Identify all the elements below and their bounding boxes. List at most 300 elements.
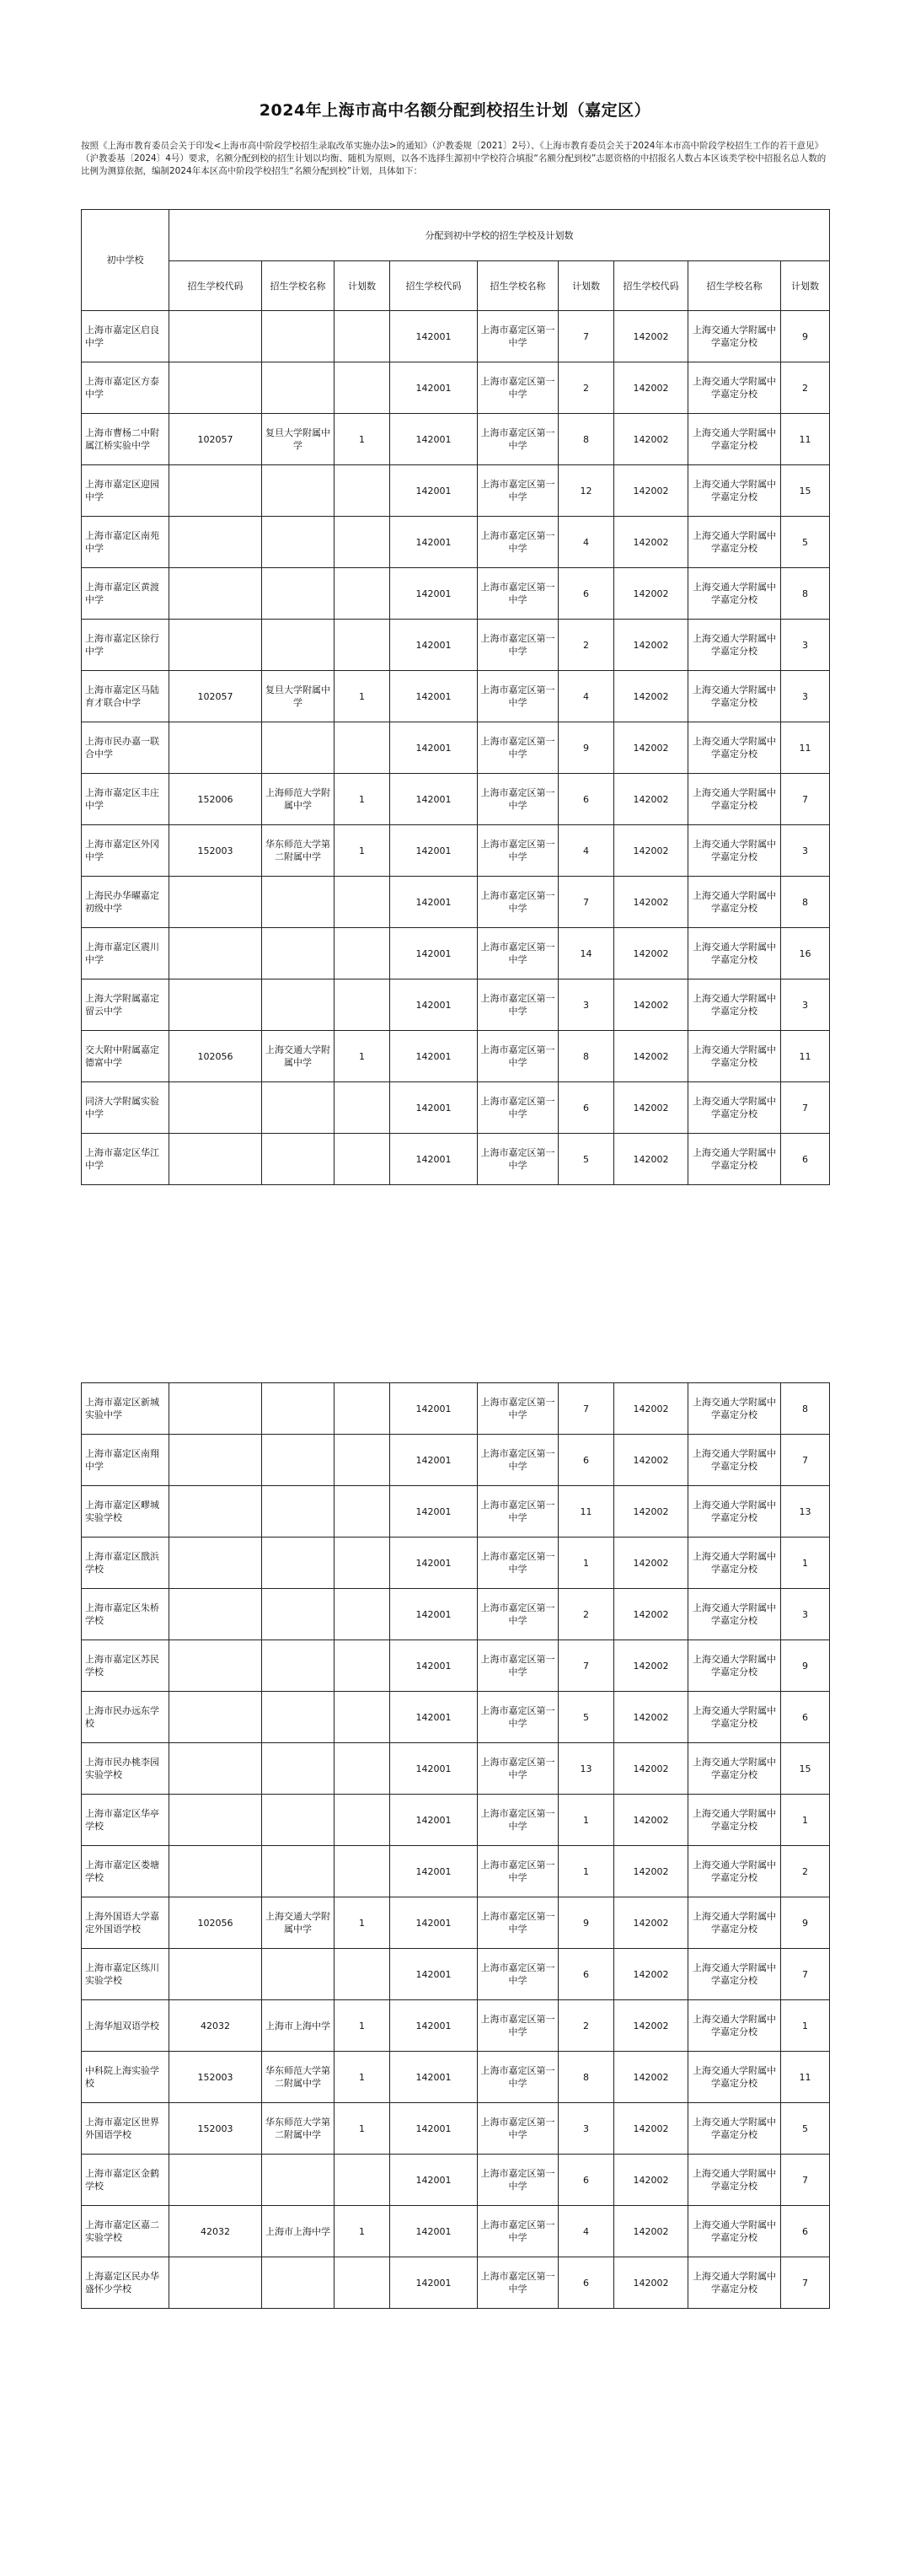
junior-school-cell: 上海市曹杨二中附属江桥实验中学	[82, 414, 169, 465]
school-name-cell: 上海市嘉定区第一中学	[478, 1486, 559, 1538]
plan-count-cell: 3	[781, 1589, 830, 1640]
table-row	[82, 1743, 830, 1795]
plan-count-cell: 7	[559, 1383, 614, 1435]
plan-count-cell: 2	[559, 2000, 614, 2052]
school-code-cell: 142002	[614, 671, 688, 722]
plan-count-cell	[335, 311, 390, 362]
school-code-cell: 142001	[390, 1949, 478, 2000]
junior-school-cell: 同济大学附属实验中学	[82, 1082, 169, 1134]
junior-school-cell: 上海市嘉定区朱桥学校	[82, 1589, 169, 1640]
table-row	[82, 1692, 830, 1743]
school-name-cell: 上海市嘉定区第一中学	[478, 928, 559, 979]
school-name-cell: 上海市嘉定区第一中学	[478, 2155, 559, 2206]
school-code-cell: 142001	[390, 1486, 478, 1538]
plan-count-cell: 1	[335, 1897, 390, 1949]
school-name-cell	[262, 1589, 335, 1640]
plan-count-cell: 1	[335, 1031, 390, 1082]
plan-count-cell: 11	[559, 1486, 614, 1538]
plan-count-cell: 1	[335, 825, 390, 877]
school-name-cell: 上海市嘉定区第一中学	[478, 1897, 559, 1949]
school-name-cell: 上海交通大学附属中学嘉定分校	[688, 671, 781, 722]
junior-school-cell: 上海嘉定区民办华盛怀少学校	[82, 2257, 169, 2309]
plan-count-cell: 2	[781, 1846, 830, 1897]
plan-count-cell: 7	[559, 311, 614, 362]
school-name-cell: 上海市嘉定区第一中学	[478, 362, 559, 414]
school-code-cell: 142002	[614, 362, 688, 414]
school-code-cell: 102056	[169, 1897, 262, 1949]
school-code-cell	[169, 1949, 262, 2000]
plan-count-cell: 1	[335, 2000, 390, 2052]
junior-school-cell: 上海市嘉定区华亭学校	[82, 1795, 169, 1846]
header-code: 招生学校代码	[614, 261, 688, 311]
school-code-cell: 142001	[390, 2257, 478, 2309]
school-name-cell: 华东师范大学第二附属中学	[262, 825, 335, 877]
plan-count-cell	[335, 1743, 390, 1795]
table-row	[82, 2052, 830, 2103]
school-name-cell	[262, 311, 335, 362]
table-row	[82, 2206, 830, 2257]
school-name-cell: 上海市嘉定区第一中学	[478, 517, 559, 568]
plan-count-cell: 8	[559, 1031, 614, 1082]
school-code-cell: 142002	[614, 928, 688, 979]
school-code-cell	[169, 1486, 262, 1538]
school-name-cell	[262, 1134, 335, 1185]
school-code-cell: 142002	[614, 1743, 688, 1795]
plan-count-cell: 14	[559, 928, 614, 979]
junior-school-cell: 上海市嘉定区外冈中学	[82, 825, 169, 877]
school-code-cell: 142002	[614, 2155, 688, 2206]
school-code-cell: 142002	[614, 877, 688, 928]
school-name-cell: 上海市上海中学	[262, 2206, 335, 2257]
school-code-cell: 142002	[614, 1692, 688, 1743]
school-code-cell: 142002	[614, 2000, 688, 2052]
plan-count-cell: 7	[781, 1082, 830, 1134]
school-code-cell	[169, 722, 262, 774]
plan-count-cell: 9	[781, 1897, 830, 1949]
school-code-cell	[169, 1846, 262, 1897]
plan-count-cell	[335, 1640, 390, 1692]
school-name-cell: 上海交通大学附属中学嘉定分校	[688, 1949, 781, 2000]
school-name-cell: 上海交通大学附属中学嘉定分校	[688, 1589, 781, 1640]
school-code-cell: 142002	[614, 568, 688, 620]
school-name-cell	[262, 1435, 335, 1486]
school-name-cell	[262, 1082, 335, 1134]
school-code-cell	[169, 1743, 262, 1795]
plan-count-cell: 6	[781, 1692, 830, 1743]
school-name-cell: 华东师范大学第二附属中学	[262, 2103, 335, 2155]
school-name-cell: 上海交通大学附属中学嘉定分校	[688, 1640, 781, 1692]
header-name: 招生学校名称	[688, 261, 781, 311]
plan-count-cell: 1	[559, 1538, 614, 1589]
school-code-cell: 142001	[390, 1134, 478, 1185]
school-name-cell: 上海交通大学附属中学嘉定分校	[688, 311, 781, 362]
header-code: 招生学校代码	[169, 261, 262, 311]
school-name-cell: 上海交通大学附属中学	[262, 1031, 335, 1082]
school-code-cell: 142001	[390, 1743, 478, 1795]
plan-count-cell: 15	[781, 465, 830, 517]
school-code-cell: 142001	[390, 517, 478, 568]
school-name-cell: 上海市上海中学	[262, 2000, 335, 2052]
plan-count-cell: 2	[559, 1589, 614, 1640]
junior-school-cell: 上海市嘉定区南翔中学	[82, 1435, 169, 1486]
plan-count-cell: 9	[559, 722, 614, 774]
school-name-cell: 上海市嘉定区第一中学	[478, 1538, 559, 1589]
school-name-cell: 上海交通大学附属中学嘉定分校	[688, 2155, 781, 2206]
school-code-cell: 142002	[614, 1486, 688, 1538]
table-row	[82, 877, 830, 928]
table-row	[82, 1640, 830, 1692]
table-row	[82, 568, 830, 620]
school-name-cell: 上海交通大学附属中学嘉定分校	[688, 1538, 781, 1589]
plan-count-cell: 1	[335, 2206, 390, 2257]
table-row	[82, 1795, 830, 1846]
school-code-cell: 142001	[390, 928, 478, 979]
table-row	[82, 1134, 830, 1185]
school-code-cell: 142001	[390, 1435, 478, 1486]
table-row	[82, 620, 830, 671]
school-code-cell: 142001	[390, 722, 478, 774]
plan-count-cell	[335, 1082, 390, 1134]
school-name-cell: 上海交通大学附属中学嘉定分校	[688, 2000, 781, 2052]
plan-count-cell: 3	[559, 2103, 614, 2155]
school-code-cell: 142001	[390, 465, 478, 517]
plan-count-cell	[335, 1383, 390, 1435]
school-name-cell: 上海市嘉定区第一中学	[478, 1743, 559, 1795]
school-name-cell	[262, 620, 335, 671]
plan-count-cell: 5	[559, 1134, 614, 1185]
junior-school-cell: 上海市嘉定区疁城实验学校	[82, 1486, 169, 1538]
plan-count-cell: 3	[781, 979, 830, 1031]
school-code-cell	[169, 311, 262, 362]
plan-count-cell	[335, 1538, 390, 1589]
school-code-cell: 142002	[614, 414, 688, 465]
school-name-cell: 上海交通大学附属中学嘉定分校	[688, 1031, 781, 1082]
plan-count-cell	[335, 2257, 390, 2309]
school-name-cell	[262, 1846, 335, 1897]
plan-count-cell: 1	[335, 671, 390, 722]
school-name-cell: 上海交通大学附属中学嘉定分校	[688, 414, 781, 465]
school-code-cell	[169, 1383, 262, 1435]
plan-count-cell: 6	[559, 1949, 614, 2000]
school-code-cell: 142001	[390, 1795, 478, 1846]
school-name-cell: 上海交通大学附属中学嘉定分校	[688, 568, 781, 620]
school-code-cell: 142001	[390, 2000, 478, 2052]
school-code-cell: 142002	[614, 1031, 688, 1082]
plan-count-cell: 4	[559, 671, 614, 722]
school-code-cell: 142001	[390, 1031, 478, 1082]
school-name-cell: 上海交通大学附属中学嘉定分校	[688, 877, 781, 928]
school-name-cell: 上海交通大学附属中学嘉定分校	[688, 774, 781, 825]
plan-count-cell: 12	[559, 465, 614, 517]
table-row	[82, 362, 830, 414]
plan-count-cell	[335, 1435, 390, 1486]
school-code-cell	[169, 1435, 262, 1486]
school-code-cell: 142001	[390, 2155, 478, 2206]
school-name-cell	[262, 1949, 335, 2000]
plan-count-cell: 1	[781, 2000, 830, 2052]
plan-count-cell: 7	[781, 1949, 830, 2000]
junior-school-cell: 上海市嘉定区黄渡中学	[82, 568, 169, 620]
school-code-cell: 142001	[390, 2052, 478, 2103]
table-row	[82, 2000, 830, 2052]
table-row	[82, 2257, 830, 2309]
school-name-cell: 上海市嘉定区第一中学	[478, 722, 559, 774]
junior-school-cell: 上海市嘉定区嘉二实验学校	[82, 2206, 169, 2257]
plan-count-cell	[335, 1692, 390, 1743]
school-code-cell: 142002	[614, 2206, 688, 2257]
school-name-cell: 上海交通大学附属中学嘉定分校	[688, 928, 781, 979]
table-row	[82, 1486, 830, 1538]
plan-count-cell: 3	[781, 620, 830, 671]
school-name-cell	[262, 2155, 335, 2206]
plan-count-cell	[335, 1486, 390, 1538]
plan-count-cell	[335, 2155, 390, 2206]
plan-count-cell: 8	[781, 877, 830, 928]
school-code-cell	[169, 877, 262, 928]
school-code-cell: 142002	[614, 1383, 688, 1435]
school-code-cell: 142001	[390, 979, 478, 1031]
school-name-cell: 上海市嘉定区第一中学	[478, 1640, 559, 1692]
school-code-cell: 142001	[390, 1538, 478, 1589]
plan-count-cell: 2	[781, 362, 830, 414]
header-junior-school: 初中学校	[82, 210, 169, 311]
school-name-cell: 上海交通大学附属中学嘉定分校	[688, 1795, 781, 1846]
school-name-cell: 上海市嘉定区第一中学	[478, 774, 559, 825]
school-code-cell: 142002	[614, 1134, 688, 1185]
school-name-cell: 上海市嘉定区第一中学	[478, 1134, 559, 1185]
school-name-cell	[262, 1692, 335, 1743]
school-name-cell: 上海交通大学附属中学嘉定分校	[688, 517, 781, 568]
plan-count-cell: 6	[559, 568, 614, 620]
school-code-cell	[169, 2155, 262, 2206]
plan-count-cell	[335, 877, 390, 928]
plan-count-cell: 15	[781, 1743, 830, 1795]
school-name-cell: 上海交通大学附属中学嘉定分校	[688, 362, 781, 414]
plan-count-cell: 4	[559, 2206, 614, 2257]
school-code-cell: 142001	[390, 362, 478, 414]
school-name-cell: 上海交通大学附属中学嘉定分校	[688, 2103, 781, 2155]
plan-count-cell	[335, 722, 390, 774]
plan-count-cell: 9	[781, 1640, 830, 1692]
plan-count-cell: 9	[781, 311, 830, 362]
table-row	[82, 1383, 830, 1435]
junior-school-cell: 上海市民办桃李园实验学校	[82, 1743, 169, 1795]
table-row	[82, 1435, 830, 1486]
table-row	[82, 1846, 830, 1897]
junior-school-cell: 上海市嘉定区丰庄中学	[82, 774, 169, 825]
plan-count-cell: 5	[781, 2103, 830, 2155]
school-code-cell: 142001	[390, 1846, 478, 1897]
school-code-cell: 142001	[390, 774, 478, 825]
junior-school-cell: 上海大学附属嘉定留云中学	[82, 979, 169, 1031]
plan-count-cell	[335, 620, 390, 671]
plan-count-cell: 11	[781, 722, 830, 774]
school-code-cell: 142001	[390, 311, 478, 362]
plan-count-cell	[335, 517, 390, 568]
school-code-cell: 142001	[390, 2206, 478, 2257]
header-name: 招生学校名称	[262, 261, 335, 311]
school-name-cell: 上海交通大学附属中学嘉定分校	[688, 1743, 781, 1795]
table-row	[82, 465, 830, 517]
school-name-cell: 上海交通大学附属中学嘉定分校	[688, 1383, 781, 1435]
plan-count-cell: 11	[781, 414, 830, 465]
school-code-cell	[169, 517, 262, 568]
school-code-cell: 142002	[614, 1538, 688, 1589]
school-name-cell	[262, 2257, 335, 2309]
junior-school-cell: 上海外国语大学嘉定外国语学校	[82, 1897, 169, 1949]
school-code-cell	[169, 620, 262, 671]
plan-count-cell: 7	[781, 2155, 830, 2206]
school-code-cell: 142001	[390, 620, 478, 671]
header-count: 计划数	[781, 261, 830, 311]
school-code-cell: 142001	[390, 1383, 478, 1435]
school-name-cell: 上海市嘉定区第一中学	[478, 979, 559, 1031]
plan-count-cell: 7	[781, 2257, 830, 2309]
school-name-cell: 上海市嘉定区第一中学	[478, 1082, 559, 1134]
table-row	[82, 2155, 830, 2206]
school-name-cell: 华东师范大学第二附属中学	[262, 2052, 335, 2103]
plan-count-cell: 3	[781, 825, 830, 877]
school-name-cell	[262, 979, 335, 1031]
table-row	[82, 1031, 830, 1082]
plan-count-cell	[335, 1949, 390, 2000]
school-name-cell: 上海交通大学附属中学嘉定分校	[688, 1082, 781, 1134]
school-code-cell: 142001	[390, 1589, 478, 1640]
plan-count-cell: 6	[559, 1435, 614, 1486]
junior-school-cell: 上海市嘉定区震川中学	[82, 928, 169, 979]
school-name-cell: 上海市嘉定区第一中学	[478, 620, 559, 671]
junior-school-cell: 交大附中附属嘉定德富中学	[82, 1031, 169, 1082]
school-code-cell: 142002	[614, 465, 688, 517]
plan-count-cell	[335, 465, 390, 517]
school-code-cell: 142001	[390, 414, 478, 465]
school-code-cell: 152003	[169, 825, 262, 877]
allocation-table-part2	[81, 1382, 830, 2309]
header-code: 招生学校代码	[390, 261, 478, 311]
junior-school-cell: 上海市嘉定区徐行中学	[82, 620, 169, 671]
school-code-cell: 142002	[614, 1846, 688, 1897]
school-name-cell: 复旦大学附属中学	[262, 671, 335, 722]
school-code-cell: 102057	[169, 671, 262, 722]
plan-count-cell: 8	[781, 1383, 830, 1435]
plan-count-cell: 16	[781, 928, 830, 979]
table-row	[82, 1897, 830, 1949]
header-count: 计划数	[335, 261, 390, 311]
table-row	[82, 928, 830, 979]
school-name-cell	[262, 1538, 335, 1589]
school-code-cell: 142001	[390, 1640, 478, 1692]
plan-count-cell: 1	[335, 774, 390, 825]
plan-count-cell: 7	[781, 774, 830, 825]
school-code-cell	[169, 1538, 262, 1589]
plan-count-cell: 9	[559, 1897, 614, 1949]
school-code-cell	[169, 362, 262, 414]
school-code-cell	[169, 2257, 262, 2309]
school-name-cell: 上海交通大学附属中学嘉定分校	[688, 1692, 781, 1743]
table-row	[82, 1589, 830, 1640]
junior-school-cell: 上海市嘉定区练川实验学校	[82, 1949, 169, 2000]
school-code-cell: 142002	[614, 2257, 688, 2309]
school-name-cell: 上海交通大学附属中学嘉定分校	[688, 2257, 781, 2309]
school-name-cell	[262, 362, 335, 414]
school-name-cell: 上海市嘉定区第一中学	[478, 2206, 559, 2257]
school-code-cell	[169, 1692, 262, 1743]
table-row	[82, 1949, 830, 2000]
school-name-cell: 上海交通大学附属中学嘉定分校	[688, 1846, 781, 1897]
plan-count-cell: 1	[335, 414, 390, 465]
school-name-cell: 复旦大学附属中学	[262, 414, 335, 465]
plan-count-cell: 7	[781, 1435, 830, 1486]
school-code-cell: 142002	[614, 979, 688, 1031]
school-name-cell: 上海市嘉定区第一中学	[478, 1846, 559, 1897]
school-code-cell: 142002	[614, 1082, 688, 1134]
school-code-cell	[169, 1640, 262, 1692]
school-name-cell: 上海市嘉定区第一中学	[478, 1031, 559, 1082]
header-count: 计划数	[559, 261, 614, 311]
school-code-cell: 142002	[614, 1949, 688, 2000]
junior-school-cell: 上海市民办远东学校	[82, 1692, 169, 1743]
school-code-cell: 142002	[614, 2052, 688, 2103]
school-name-cell: 上海交通大学附属中学嘉定分校	[688, 1435, 781, 1486]
plan-count-cell: 3	[781, 671, 830, 722]
school-code-cell: 142002	[614, 620, 688, 671]
plan-count-cell: 8	[559, 414, 614, 465]
school-name-cell: 上海市嘉定区第一中学	[478, 414, 559, 465]
school-name-cell: 上海交通大学附属中学嘉定分校	[688, 1897, 781, 1949]
school-code-cell	[169, 1795, 262, 1846]
school-name-cell: 上海市嘉定区第一中学	[478, 568, 559, 620]
plan-count-cell: 1	[781, 1538, 830, 1589]
school-code-cell: 142001	[390, 671, 478, 722]
junior-school-cell: 上海市嘉定区新城实验中学	[82, 1383, 169, 1435]
junior-school-cell: 上海市嘉定区金鹤学校	[82, 2155, 169, 2206]
school-name-cell	[262, 1383, 335, 1435]
school-name-cell: 上海市嘉定区第一中学	[478, 877, 559, 928]
plan-count-cell	[335, 1846, 390, 1897]
junior-school-cell: 上海市民办嘉一联合中学	[82, 722, 169, 774]
table-row	[82, 1538, 830, 1589]
school-name-cell: 上海交通大学附属中学嘉定分校	[688, 620, 781, 671]
school-name-cell: 上海市嘉定区第一中学	[478, 2257, 559, 2309]
plan-count-cell: 2	[559, 620, 614, 671]
school-name-cell: 上海市嘉定区第一中学	[478, 1589, 559, 1640]
school-code-cell	[169, 979, 262, 1031]
school-code-cell: 142001	[390, 1897, 478, 1949]
school-name-cell: 上海市嘉定区第一中学	[478, 1949, 559, 2000]
school-code-cell: 42032	[169, 2206, 262, 2257]
school-code-cell: 142002	[614, 517, 688, 568]
junior-school-cell: 中科院上海实验学校	[82, 2052, 169, 2103]
junior-school-cell: 上海市嘉定区方泰中学	[82, 362, 169, 414]
table-row	[82, 774, 830, 825]
plan-count-cell: 8	[559, 2052, 614, 2103]
plan-count-cell: 13	[559, 1743, 614, 1795]
school-name-cell: 上海交通大学附属中学嘉定分校	[688, 2206, 781, 2257]
school-name-cell: 上海市嘉定区第一中学	[478, 671, 559, 722]
junior-school-cell: 上海市嘉定区迎园中学	[82, 465, 169, 517]
school-code-cell: 142002	[614, 1589, 688, 1640]
plan-count-cell: 7	[559, 877, 614, 928]
school-code-cell: 142002	[614, 825, 688, 877]
junior-school-cell: 上海市嘉定区娄塘学校	[82, 1846, 169, 1897]
document-title: 2024年上海市高中名额分配到校招生计划（嘉定区）	[259, 101, 651, 120]
plan-count-cell: 7	[559, 1640, 614, 1692]
school-name-cell	[262, 517, 335, 568]
table-row	[82, 311, 830, 362]
plan-count-cell: 4	[559, 517, 614, 568]
plan-count-cell	[335, 1589, 390, 1640]
school-code-cell	[169, 1589, 262, 1640]
